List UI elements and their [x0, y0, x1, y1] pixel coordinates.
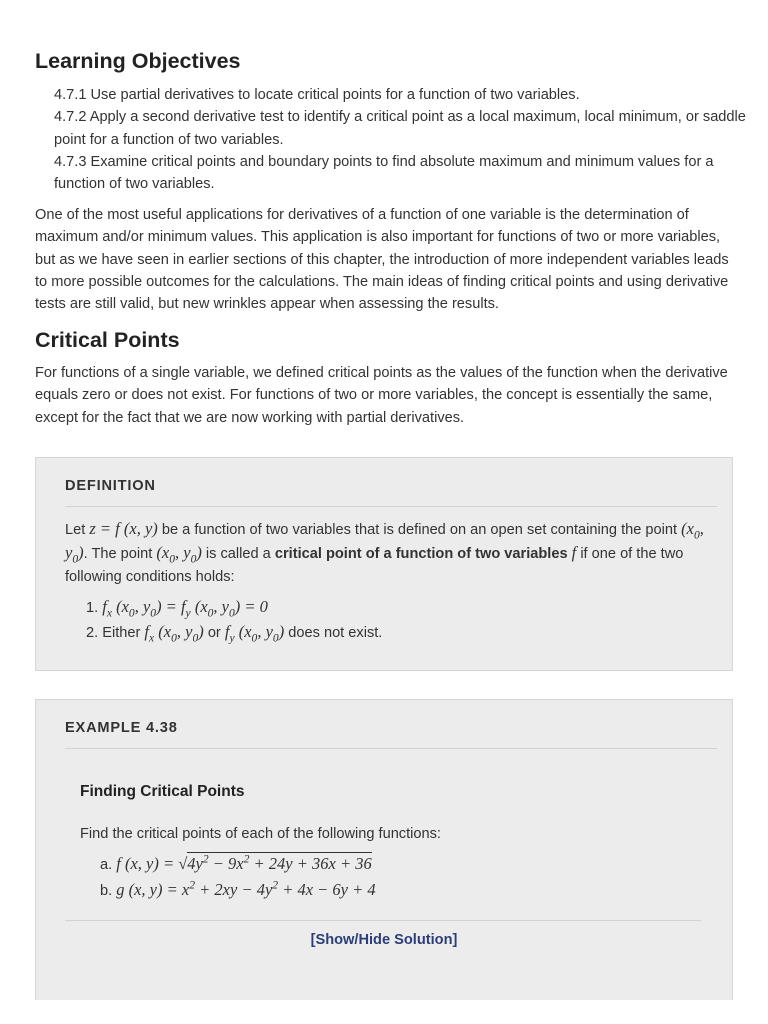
math-function-f: f (x, $y) = √4y^2 - 9x^2 + 24y + 36x + 36$: [116, 853, 372, 873]
solution-divider: [65, 920, 701, 921]
condition-item-2: 2. Either $f_x$ ($x_0$, $y_0$) or $f_y$ ($x_0$, $y_0$) does not exist.: [86, 622, 383, 645]
definition-box: [35, 457, 733, 671]
definition-be: be a function of two variables that is defined on an open set containing the point: [161, 522, 678, 538]
example-item-a: a. f (x, $y) = √4y^2 - 9x^2 + 24y + 36x + 36$: [100, 853, 372, 873]
definition-point: . The point: [83, 545, 153, 562]
example-question: Find the critical points of each of the following functions:: [80, 826, 441, 842]
example-subtitle: Finding Critical Points: [80, 783, 245, 800]
example-box: [35, 699, 733, 1000]
math-f: f: [571, 542, 577, 562]
definition-called: is called a: [205, 545, 271, 562]
math-point-x0-y0: ($x_0$, $y_0$): [65, 519, 704, 566]
definition-if: if one of the two following conditions holds:: [65, 545, 684, 585]
learning-objectives-list: [35, 84, 747, 195]
example-item-b: b. g (x, $y) = x^2 + 2xy - 4y^2 + 4x - 6y + 4$: [100, 879, 376, 899]
critical-points-title: Critical Points: [35, 328, 180, 352]
definition-bold-term: critical point of a function of two variables: [274, 545, 568, 562]
learning-objectives-title: Learning Objectives: [35, 49, 241, 73]
definition-let: Let: [65, 522, 86, 538]
critical-points-paragraph: For functions of a single variable, we defined critical points as the values of the function when the derivative equals zero or does not exist. For functions of two or more variables, the concept is essentially the same, except for the fact that we are now working with partial derivatives.: [35, 365, 728, 426]
definition-text: [65, 518, 715, 588]
math-partials-equal-zero: $f_x$ ($x_0$, $y_0) = f_y$ ($x_0$, $y_0) = 0$: [102, 597, 268, 620]
math-fy-x0-y0: $f_y$ ($x_0$, $y_0$): [224, 622, 285, 645]
definition-heading: DEFINITION: [65, 478, 156, 494]
intro-paragraph: One of the most useful applications for derivatives of a function of one variable is the determination of maximum and/or minimum values. This application is also important for functions of two or more variables, but as we have seen in earlier sections of this chapter, the introduction of more independent variables leads to more possible outcomes for the calculations. The main ideas of finding critical points and using derivative tests are still valid, but new wrinkles appear when assessing the results.: [35, 207, 729, 313]
math-point-x0-y0: ($x_0$, $y_0$): [156, 542, 202, 566]
objective-item: 4.7.1 Use partial derivatives to locate critical points for a function of two variables.: [54, 87, 580, 103]
definition-conditions-list: [86, 595, 706, 645]
definition-divider: [65, 506, 717, 507]
math-function-g: g (x, $y) = x^2 + 2xy - 4y^2 + 4x - 6y + 4$: [116, 879, 376, 899]
example-divider: [65, 748, 717, 749]
math-z-equals-f: z = f (x, y): [89, 519, 158, 538]
objective-item: 4.7.2 Apply a second derivative test to identify a critical point as a local maximum, local minimum, or saddle point for a function of two variables.: [54, 109, 746, 148]
math-fx-x0-y0: $f_x$ ($x_0$, $y_0$): [144, 622, 204, 645]
example-heading: EXAMPLE 4.38: [65, 720, 178, 736]
show-hide-solution-link[interactable]: [Show/Hide Solution]: [310, 932, 458, 948]
condition-item-1: 1. $f_x$ ($x_0$, $y_0) = f_y$ ($x_0$, $y_0) = 0$: [86, 597, 268, 620]
objective-item: 4.7.3 Examine critical points and boundary points to find absolute maximum and minimum values for a function of two variables.: [54, 153, 714, 193]
example-function-list: [100, 852, 376, 903]
